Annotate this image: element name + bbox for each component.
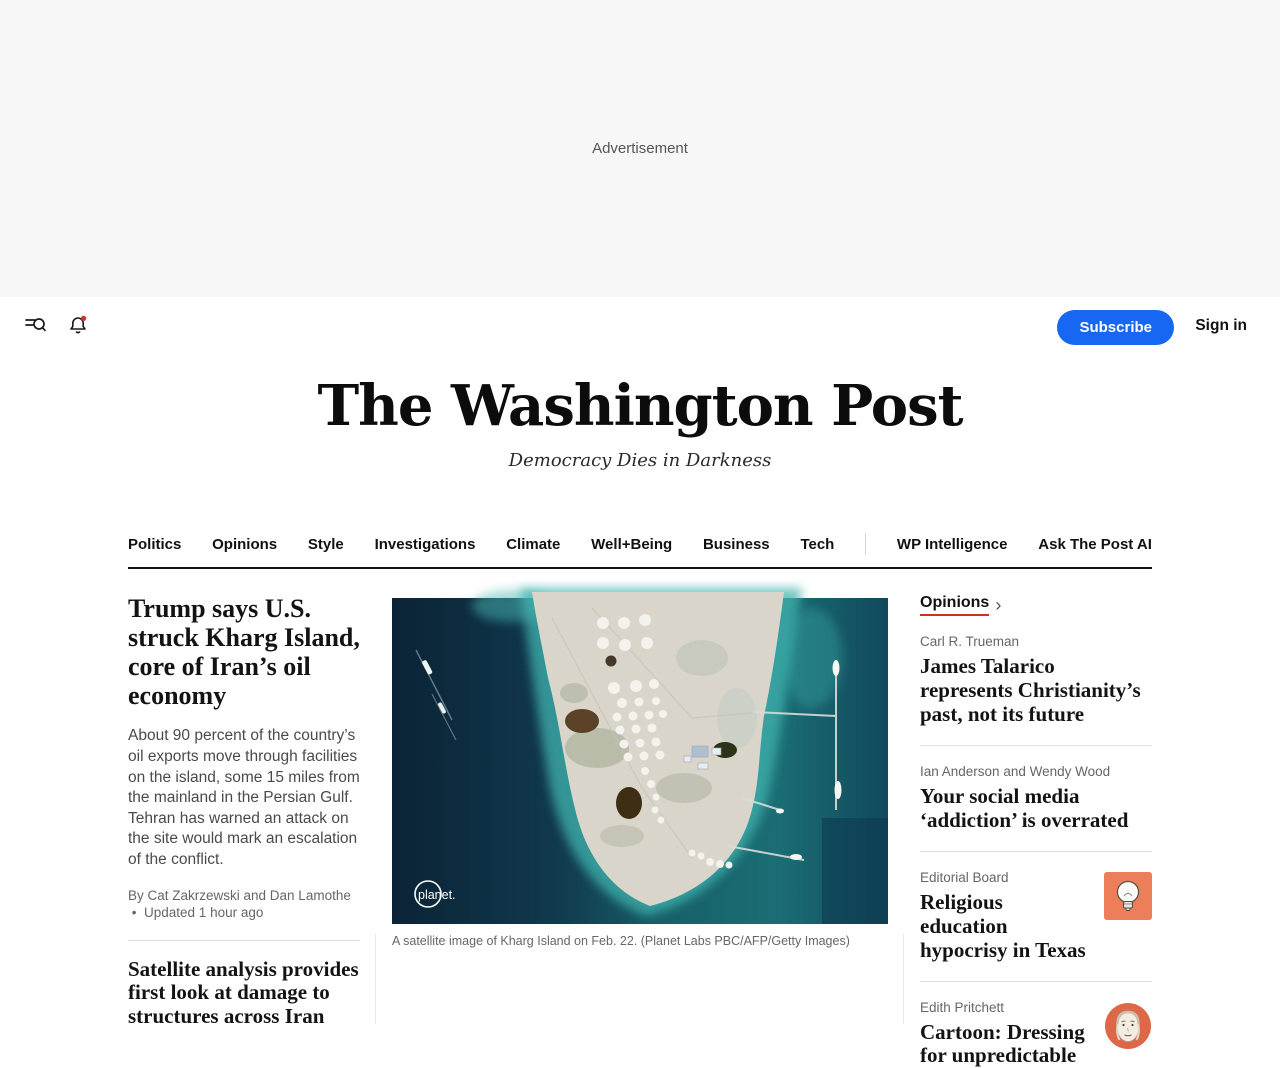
opinions-title[interactable]: Opinions: [920, 594, 989, 616]
ad-label: Advertisement: [0, 140, 1280, 157]
opinion-author: Edith Pritchett: [920, 1000, 1090, 1015]
sign-in-link[interactable]: Sign in: [1195, 317, 1247, 335]
opinion-divider: [920, 981, 1152, 982]
satellite-image[interactable]: [392, 598, 888, 924]
opinion-item: [920, 764, 1152, 852]
lead-summary: About 90 percent of the country’s oil exports move through facilities on the island, some 15 miles from the mainland in the Persian Gulf. Tehran has warned an attack on the site would mark an escalation of the conflict.: [128, 726, 360, 870]
tagline: Democracy Dies in Darkness: [0, 450, 1280, 471]
svg-text:planet.: planet.: [418, 888, 456, 902]
opinion-item: [920, 634, 1152, 746]
nav-climate[interactable]: Climate: [506, 536, 560, 553]
updated-timestamp: Updated 1 hour ago: [144, 905, 263, 920]
utility-bar: [0, 297, 1280, 361]
wapo-logo[interactable]: The Washington Post: [0, 376, 1280, 438]
opinion-author: Editorial Board: [920, 870, 1090, 885]
opinion-author: Carl R. Trueman: [920, 634, 1152, 649]
notification-dot: [81, 316, 86, 321]
menu-search-icon[interactable]: [24, 313, 48, 337]
opinion-headline[interactable]: Your social media ‘addiction’ is overrated: [920, 785, 1152, 833]
photo-caption: A satellite image of Kharg Island on Feb. 22. (Planet Labs PBC/AFP/Getty Images): [392, 934, 888, 948]
opinions-section-link[interactable]: [920, 594, 1152, 616]
opinion-headline[interactable]: Religious education hypocrisy in Texas: [920, 891, 1090, 963]
nav-wellbeing[interactable]: Well+Being: [591, 536, 672, 553]
opinion-item: [920, 1000, 1152, 1068]
column-gutter: [903, 934, 904, 1024]
nav-business[interactable]: Business: [703, 536, 770, 553]
column-gutter: [375, 934, 376, 1024]
nav-ask-the-post-ai[interactable]: Ask The Post AI: [1038, 536, 1152, 553]
chevron-right-icon: ›: [995, 596, 1001, 614]
notifications-bell-icon[interactable]: [66, 313, 90, 337]
nav-politics[interactable]: Politics: [128, 536, 181, 553]
lead-headline[interactable]: Trump says U.S. struck Kharg Island, core of Iran’s oil economy: [128, 594, 360, 710]
byline-authors: By Cat Zakrzewski and Dan Lamothe: [128, 888, 351, 903]
opinion-headline[interactable]: James Talarico represents Christianity’s past, not its future: [920, 655, 1152, 727]
subscribe-button[interactable]: Subscribe: [1057, 310, 1174, 345]
nav-opinions[interactable]: Opinions: [212, 536, 277, 553]
byline-bullet: •: [132, 905, 137, 920]
opinion-divider: [920, 745, 1152, 746]
lightbulb-illustration-icon[interactable]: [1104, 872, 1152, 920]
masthead: [0, 376, 1280, 471]
ad-slot: [0, 0, 1280, 297]
main-content: [128, 592, 1152, 1068]
nav-tech[interactable]: Tech: [800, 536, 834, 553]
nav-investigations[interactable]: Investigations: [375, 536, 476, 553]
nav-style[interactable]: Style: [308, 536, 344, 553]
section-nav: [128, 524, 1152, 564]
nav-wp-intelligence[interactable]: WP Intelligence: [897, 536, 1008, 553]
photo-column: [392, 592, 888, 1068]
opinions-column: [920, 592, 1152, 1068]
opinion-headline[interactable]: Cartoon: Dressing for unpredictable: [920, 1021, 1090, 1068]
byline: [128, 887, 360, 922]
second-story-headline[interactable]: Satellite analysis provides first look at damage to structures across Iran: [128, 958, 360, 1029]
lead-story-column: [128, 592, 360, 1068]
opinion-divider: [920, 851, 1152, 852]
opinion-item: [920, 870, 1152, 982]
nav-divider: [865, 533, 866, 555]
cartoon-face-illustration-icon[interactable]: [1104, 1002, 1152, 1050]
content-top-rule: [128, 567, 1152, 569]
story-divider: [128, 940, 360, 941]
opinion-author: Ian Anderson and Wendy Wood: [920, 764, 1152, 779]
